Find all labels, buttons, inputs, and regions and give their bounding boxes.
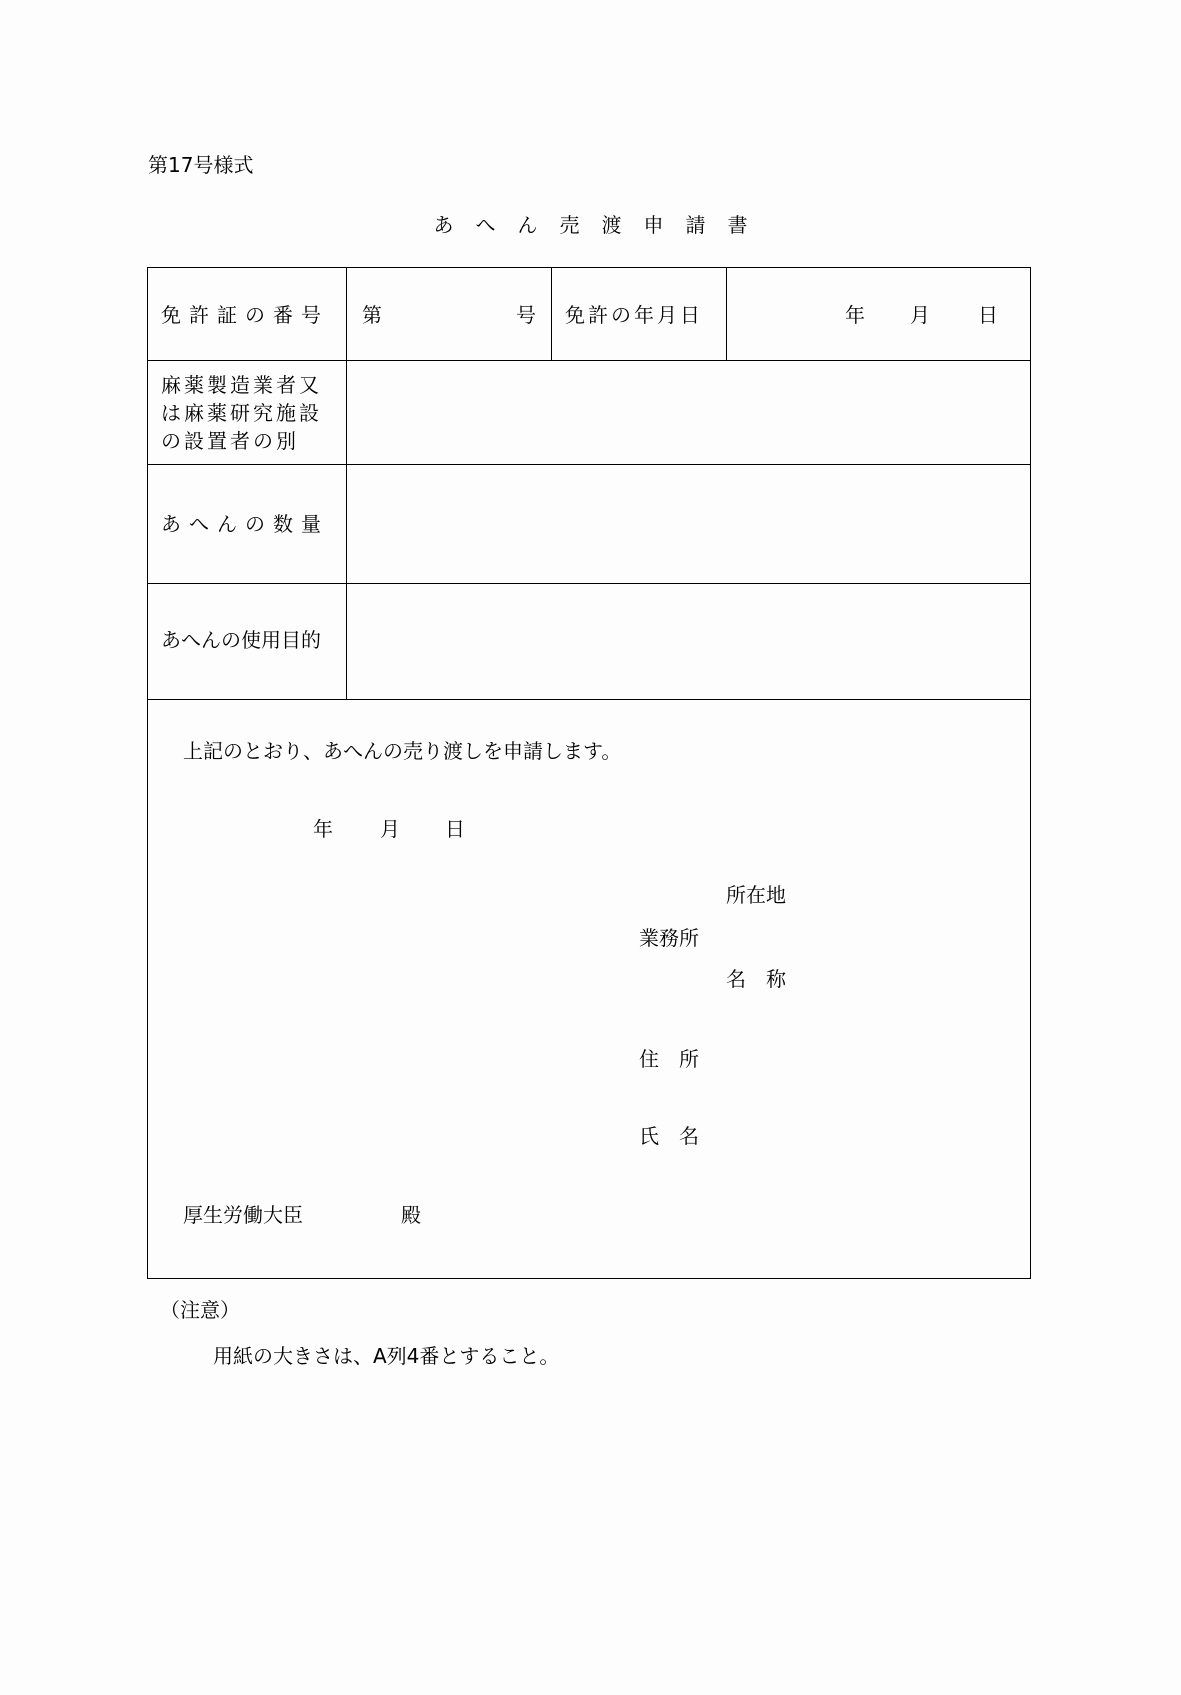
license-number-suffix: 号 [516, 303, 536, 327]
row-divider [147, 360, 1031, 361]
category-label-line3: の設置者の別 [161, 429, 299, 453]
form-number: 第17号様式 [148, 153, 254, 177]
notes-item: 用紙の大きさは、A列4番とすること。 [213, 1344, 560, 1368]
license-number-label: 免許証の番号 [161, 303, 329, 327]
row-divider [147, 583, 1031, 584]
document-title: あへん売渡申請書 [433, 213, 770, 237]
quantity-label: あへんの数量 [161, 512, 329, 536]
row-divider [147, 699, 1031, 700]
row-divider [147, 464, 1031, 465]
purpose-label: あへんの使用目的 [161, 628, 321, 652]
date-month: 月 [910, 303, 930, 327]
license-number-prefix: 第 [362, 303, 382, 327]
application-year: 年 [313, 817, 333, 841]
declaration-statement: 上記のとおり、あへんの売り渡しを申請します。 [183, 739, 622, 763]
address-label: 住 所 [639, 1047, 699, 1071]
column-divider [346, 267, 347, 699]
honorific: 殿 [401, 1203, 421, 1227]
location-label: 所在地 [726, 883, 786, 907]
notes-heading: （注意） [160, 1298, 240, 1322]
column-divider [551, 267, 552, 360]
addressee: 厚生労働大臣 [183, 1203, 303, 1227]
column-divider [726, 267, 727, 360]
office-label: 業務所 [639, 926, 699, 950]
application-month: 月 [380, 817, 400, 841]
name-label: 氏 名 [639, 1124, 699, 1148]
date-day: 日 [978, 303, 998, 327]
category-label-line1: 麻薬製造業者又 [161, 373, 322, 397]
license-date-label: 免許の年月日 [565, 303, 703, 327]
date-year: 年 [845, 303, 865, 327]
application-day: 日 [445, 817, 465, 841]
office-name-label: 名 称 [726, 967, 786, 991]
category-label-line2: は麻薬研究施設 [161, 401, 322, 425]
